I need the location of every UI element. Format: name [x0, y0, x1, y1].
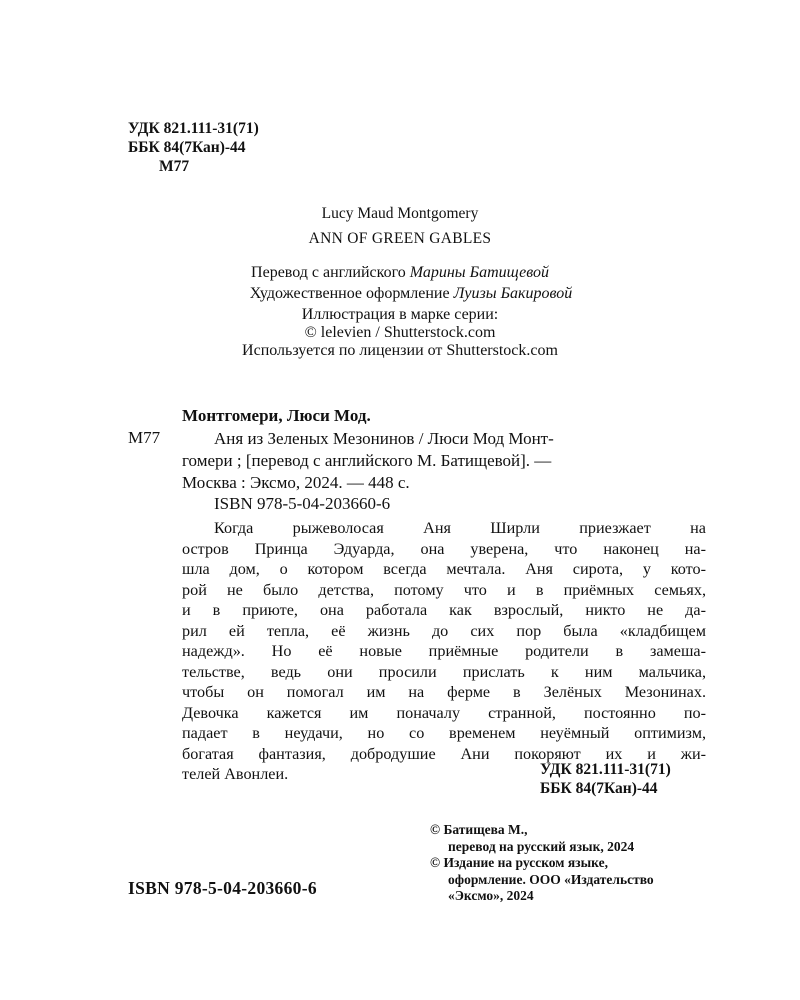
catalog-line: гомери ; [перевод с английского М. Батищевой]. — — [182, 451, 552, 470]
license-text: Используется по лицензии от Shutterstock.com — [242, 342, 558, 359]
catalog-isbn: ISBN 978-5-04-203660-6 — [214, 494, 391, 513]
annotation-line: чтобы он помогал им на ферме в Зелёных Мезонинах. — [182, 683, 706, 701]
author-mark: М77 — [159, 158, 190, 175]
isbn-bottom: ISBN 978-5-04-203660-6 — [128, 878, 317, 898]
annotation-line: телей Авонлеи. — [182, 765, 289, 783]
copyright-line: © Батищева М., — [430, 822, 528, 837]
annotation-line: рой не было детства, потому что и в приёмных семьях, — [182, 580, 706, 599]
bbk-code: ББК 84(7Кан)-44 — [128, 139, 246, 156]
illustration-source: © lelevien / Shutterstock.com — [304, 324, 496, 341]
udk-code: УДК 821.111-31(71) — [540, 761, 671, 778]
translation-credit — [0, 262, 800, 283]
original-title: ANN OF GREEN GABLES — [308, 230, 492, 247]
illustration-credit — [0, 306, 800, 360]
copyright-line: перевод на русский язык, 2024 — [448, 838, 635, 854]
copyright-notice — [430, 822, 654, 905]
design-label: Художественное оформление — [249, 285, 454, 302]
annotation-line: остров Принца Эдуарда, она уверена, что наконец на- — [182, 539, 706, 558]
annotation-line: шла дом, о котором всегда мечтала. Аня сирота, у кото- — [182, 560, 706, 578]
copyright-line: оформление. ООО «Издательство — [448, 871, 654, 887]
design-credit — [0, 283, 800, 304]
annotation-line: надежд». Но её новые приёмные родители в замеша- — [182, 642, 706, 660]
annotation-line: тельстве, ведь они просили прислать к ним мальчика, — [182, 662, 706, 681]
annotation-line: рил ей тепла, её жизнь до сих пор была «кладбищем — [182, 621, 706, 640]
annotation-line: богатая фантазия, добродушие Ани покоряют их и жи- — [182, 744, 706, 763]
annotation-line: Девочка кажется им поначалу странной, постоянно по- — [182, 703, 706, 722]
annotation-line: и в приюте, она работала как взрослый, никто не да- — [182, 601, 706, 619]
translator-name: Марины Батищевой — [409, 264, 549, 281]
classification-top — [128, 119, 259, 176]
udk-code: УДК 821.111-31(71) — [128, 120, 259, 137]
catalog-heading: Монтгомери, Люси Мод. — [182, 406, 371, 425]
annotation-line: Когда рыжеволосая Аня Ширли приезжает на — [214, 519, 706, 537]
credits — [0, 262, 800, 304]
designer-name: Луизы Бакировой — [453, 285, 573, 302]
copyright-line: «Эксмо», 2024 — [448, 888, 534, 903]
catalog-description — [182, 428, 704, 494]
catalog-mark: М77 — [128, 428, 161, 447]
catalog-line: Аня из Зеленых Мезонинов / Люси Мод Монт- — [214, 429, 554, 448]
illustration-label: Иллюстрация в марке серии: — [301, 306, 499, 323]
bbk-code: ББК 84(7Кан)-44 — [540, 780, 658, 797]
original-author: Lucy Maud Montgomery — [321, 205, 479, 222]
annotation-line: падает в неудачи, но со временем неуёмный оптимизм, — [182, 724, 706, 742]
classification-bottom — [540, 760, 671, 798]
catalog-line: Москва : Эксмо, 2024. — 448 с. — [182, 473, 410, 492]
translation-label: Перевод с английского — [251, 264, 410, 281]
annotation — [182, 518, 706, 785]
copyright-line: © Издание на русском языке, — [430, 855, 608, 870]
